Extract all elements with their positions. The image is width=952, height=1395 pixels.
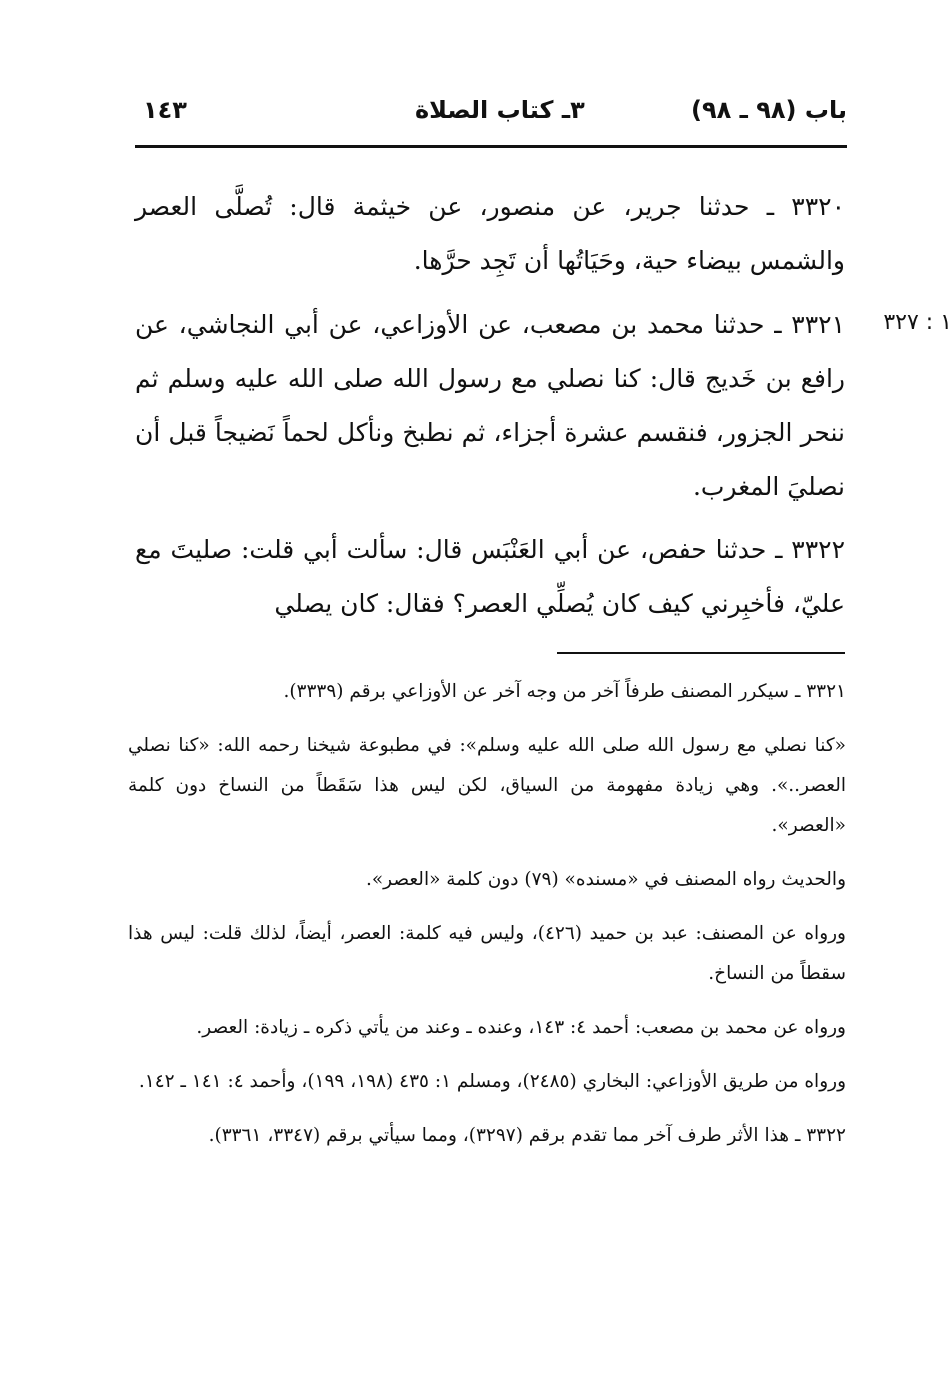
footnote-separator <box>557 652 845 654</box>
footnote: «كنا نصلي مع رسول الله صلى الله عليه وسلم»: في مطبوعة شيخنا رحمه الله: «كنا نصلي العصر..». وهي زيادة مفهومة من السياق، لكن ليس هذا سَقَطاً من النساخ دون كلمة «العصر». <box>128 735 846 836</box>
header-rule <box>135 145 847 148</box>
hadith-3320: ٣٣٢٠ ـ حدثنا جرير، عن منصور، عن خيثمة قال: تُصلَّى العصر والشمس بيضاء حية، وحَيَاتُها أن تَجِد حرَّها. <box>135 192 845 275</box>
footnote: ورواه من طريق الأوزاعي: البخاري (٢٤٨٥)، ومسلم ١: ٤٣٥ (١٩٨، ١٩٩)، وأحمد ٤: ١٤١ ـ ١٤٢. <box>138 1071 846 1092</box>
footnote: ٣٣٢٢ ـ هذا الأثر طرف آخر مما تقدم برقم (٣٢٩٧)، ومما سيأتي برقم (٣٣٤٧، ٣٣٦١). <box>208 1125 846 1146</box>
footnotes <box>128 672 846 1170</box>
footnote: والحديث رواه المصنف في «مسنده» (٧٩) دون كلمة «العصر». <box>365 869 846 890</box>
footnote: ٣٣٢١ ـ سيكرر المصنف طرفاً آخر من وجه آخر عن الأوزاعي برقم (٣٣٣٩). <box>283 681 846 702</box>
footnote: ورواه عن محمد بن مصعب: أحمد ٤: ١٤٣، وعنده ـ وعند من يأتي ذكره ـ زيادة: العصر. <box>196 1017 846 1038</box>
page-header <box>135 92 847 132</box>
book-title: ٣ـ كتاب الصلاة <box>415 96 585 124</box>
margin-reference: ١ : ٣٢٧ <box>883 310 952 335</box>
page-number: ١٤٣ <box>143 96 187 124</box>
hadith-3321: ٣٣٢١ ـ حدثنا محمد بن مصعب، عن الأوزاعي، عن أبي النجاشي، عن رافع بن خَديج قال: كنا نصلي مع رسول الله صلى الله عليه وسلم ثم ننحر الجزور، فنقسم عشرة أجزاء، ثم نطبخ ونأكل لحماً نَضيجاً قبل أن نصليَ المغرب. <box>135 310 845 501</box>
footnote: ورواه عن المصنف: عبد بن حميد (٤٢٦)، وليس فيه كلمة: العصر، أيضاً، لذلك قلت: ليس هذا سقطاً من النساخ. <box>128 923 846 984</box>
hadith-3322: ٣٣٢٢ ـ حدثنا حفص، عن أبي العَنْبَس قال: سألت أبي قلت: صليتَ مع عليّ، فأخبِرني كيف كان يُصلِّي العصر؟ فقال: كان يصلي <box>135 535 845 618</box>
chapter-heading: باب (٩٨ ـ ٩٨) <box>691 96 847 124</box>
